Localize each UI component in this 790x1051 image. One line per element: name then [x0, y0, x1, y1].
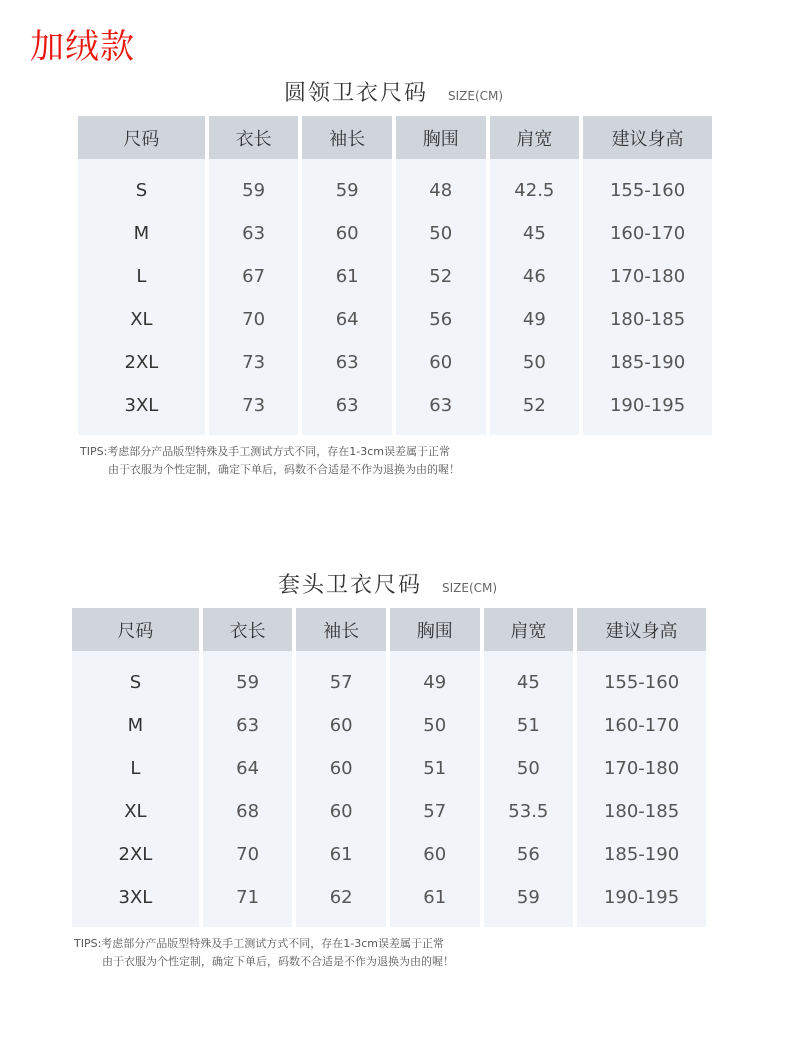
size-cell: 2XL	[78, 341, 205, 384]
value-cell: 64	[203, 747, 293, 790]
table1-title-row	[284, 76, 503, 107]
value-cell: 67	[209, 255, 299, 298]
table1-tips	[80, 443, 460, 479]
table-row	[72, 651, 706, 704]
table2-title-row	[278, 568, 497, 599]
table-row	[78, 298, 712, 341]
table-row	[78, 212, 712, 255]
table-row	[72, 704, 706, 747]
value-cell: 160-170	[577, 704, 706, 747]
table-row	[78, 159, 712, 212]
size-cell: S	[72, 651, 199, 704]
value-cell: 49	[390, 651, 480, 704]
fleece-badge: 加绒款	[30, 27, 135, 67]
table2-unit: SIZE(CM)	[442, 581, 498, 595]
value-cell: 62	[296, 876, 386, 927]
value-cell: 51	[390, 747, 480, 790]
size-cell: M	[78, 212, 205, 255]
header-cell: 袖长	[296, 608, 386, 651]
header-cell: 尺码	[78, 116, 205, 159]
value-cell: 56	[396, 298, 486, 341]
value-cell: 60	[302, 212, 392, 255]
value-cell: 52	[396, 255, 486, 298]
header-cell: 衣长	[209, 116, 299, 159]
table-header-row	[78, 116, 712, 159]
value-cell: 63	[302, 341, 392, 384]
value-cell: 45	[490, 212, 580, 255]
value-cell: 61	[296, 833, 386, 876]
table-row	[72, 747, 706, 790]
header-cell: 建议身高	[583, 116, 712, 159]
value-cell: 56	[484, 833, 574, 876]
size-cell: L	[72, 747, 199, 790]
size-table-2	[68, 608, 710, 927]
value-cell: 155-160	[577, 651, 706, 704]
value-cell: 185-190	[583, 341, 712, 384]
value-cell: 61	[302, 255, 392, 298]
value-cell: 160-170	[583, 212, 712, 255]
value-cell: 48	[396, 159, 486, 212]
size-cell: L	[78, 255, 205, 298]
value-cell: 49	[490, 298, 580, 341]
value-cell: 190-195	[583, 384, 712, 435]
value-cell: 46	[490, 255, 580, 298]
size-cell: 3XL	[78, 384, 205, 435]
header-cell: 肩宽	[484, 608, 574, 651]
size-cell: XL	[72, 790, 199, 833]
size-cell: M	[72, 704, 199, 747]
tips-line-1: TIPS:考虑部分产品版型特殊及手工测试方式不同，存在1-3cm误差属于正常	[74, 937, 445, 950]
header-cell: 尺码	[72, 608, 199, 651]
value-cell: 155-160	[583, 159, 712, 212]
size-cell: S	[78, 159, 205, 212]
value-cell: 64	[302, 298, 392, 341]
value-cell: 190-195	[577, 876, 706, 927]
value-cell: 63	[302, 384, 392, 435]
table1-unit: SIZE(CM)	[448, 89, 504, 103]
header-cell: 胸围	[396, 116, 486, 159]
value-cell: 50	[396, 212, 486, 255]
tips-line-2: 由于衣服为个性定制，确定下单后，码数不合适是不作为退换为由的喔！	[102, 955, 454, 968]
header-cell: 袖长	[302, 116, 392, 159]
table-row	[78, 341, 712, 384]
header-cell: 建议身高	[577, 608, 706, 651]
value-cell: 60	[296, 747, 386, 790]
header-cell: 肩宽	[490, 116, 580, 159]
value-cell: 50	[484, 747, 574, 790]
value-cell: 60	[396, 341, 486, 384]
table-row	[72, 876, 706, 927]
tips-line-2: 由于衣服为个性定制，确定下单后，码数不合适是不作为退换为由的喔！	[108, 463, 460, 476]
value-cell: 60	[296, 704, 386, 747]
value-cell: 57	[390, 790, 480, 833]
table1-title: 圆领卫衣尺码	[284, 81, 429, 106]
value-cell: 70	[209, 298, 299, 341]
value-cell: 50	[490, 341, 580, 384]
table-row	[72, 790, 706, 833]
value-cell: 45	[484, 651, 574, 704]
value-cell: 61	[390, 876, 480, 927]
value-cell: 52	[490, 384, 580, 435]
value-cell: 51	[484, 704, 574, 747]
value-cell: 170-180	[583, 255, 712, 298]
value-cell: 63	[209, 212, 299, 255]
size-cell: 2XL	[72, 833, 199, 876]
value-cell: 185-190	[577, 833, 706, 876]
value-cell: 63	[203, 704, 293, 747]
value-cell: 60	[296, 790, 386, 833]
value-cell: 60	[390, 833, 480, 876]
value-cell: 71	[203, 876, 293, 927]
value-cell: 59	[484, 876, 574, 927]
table-row	[78, 384, 712, 435]
value-cell: 59	[203, 651, 293, 704]
value-cell: 57	[296, 651, 386, 704]
size-cell: XL	[78, 298, 205, 341]
value-cell: 170-180	[577, 747, 706, 790]
size-table-1	[74, 116, 716, 435]
value-cell: 180-185	[583, 298, 712, 341]
table-row	[72, 833, 706, 876]
table2-title: 套头卫衣尺码	[278, 573, 423, 598]
header-cell: 衣长	[203, 608, 293, 651]
value-cell: 73	[209, 341, 299, 384]
value-cell: 180-185	[577, 790, 706, 833]
value-cell: 63	[396, 384, 486, 435]
value-cell: 42.5	[490, 159, 580, 212]
header-cell: 胸围	[390, 608, 480, 651]
table-row	[78, 255, 712, 298]
tips-line-1: TIPS:考虑部分产品版型特殊及手工测试方式不同，存在1-3cm误差属于正常	[80, 445, 451, 458]
value-cell: 73	[209, 384, 299, 435]
value-cell: 59	[209, 159, 299, 212]
value-cell: 68	[203, 790, 293, 833]
value-cell: 50	[390, 704, 480, 747]
value-cell: 59	[302, 159, 392, 212]
size-cell: 3XL	[72, 876, 199, 927]
table2-tips	[74, 935, 454, 971]
value-cell: 70	[203, 833, 293, 876]
value-cell: 53.5	[484, 790, 574, 833]
table-header-row	[72, 608, 706, 651]
